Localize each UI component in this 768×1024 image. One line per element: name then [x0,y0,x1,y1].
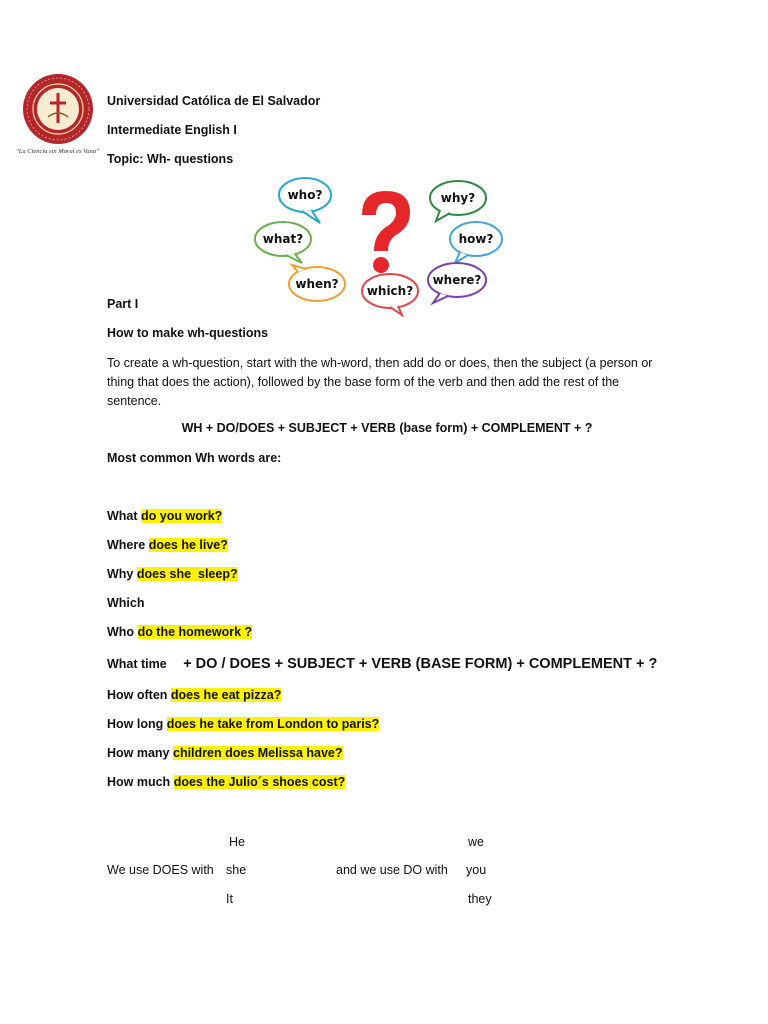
bubble-which [362,274,418,315]
wh-row-which [107,596,145,611]
wh-row-where [107,538,228,553]
wh-word: Who [107,625,135,639]
wh-word: How many [107,746,170,760]
wh-row-why [107,567,238,582]
bubble-where [428,263,486,303]
do-label: and we use DO with [336,863,448,877]
part-title: Part I [107,297,139,311]
bubble-label: what? [262,232,304,246]
wh-example: does he eat pizza? [170,688,282,702]
bubble-label: when? [295,277,339,291]
pronoun-they: they [468,892,492,906]
wh-row-what [107,509,222,524]
bubble-when [289,265,345,301]
bubble-label: who? [287,188,323,202]
wh-example: do the homework ? [137,625,253,639]
does-label: We use DOES with [107,863,214,877]
common-words-heading: Most common Wh words are: [107,451,282,465]
big-formula: + DO / DOES + SUBJECT + VERB (BASE FORM) + COMPLEMENT + ? [183,656,658,672]
pronoun-he: He [229,835,245,849]
wh-row-who [107,625,252,640]
wh-example: does she sleep? [136,567,238,581]
wh-example: does the Julio´s shoes cost? [173,775,346,789]
wh-example: children does Melissa have? [173,746,343,760]
pronoun-she: she [226,863,247,877]
part-subtitle: How to make wh-questions [107,326,269,340]
bubble-label: where? [432,273,482,287]
pronoun-we: we [468,835,484,849]
wh-row-how-much [107,775,345,790]
wh-example: does he live? [148,538,228,552]
pronoun-you: you [466,863,487,877]
university-seal-logo [22,73,94,145]
pronoun-it: It [226,892,233,906]
wh-word: How long [107,717,164,731]
university-name: Universidad Católica de El Salvador [107,94,321,108]
wh-word: How much [107,775,171,789]
wh-word: What [107,509,138,523]
bubble-label: which? [366,284,414,298]
wh-word: Which [107,596,145,610]
wh-example: does he take from London to paris? [166,717,380,731]
wh-word: How often [107,688,168,702]
bubble-how [450,222,502,263]
bubble-what [255,222,311,263]
wh-example: do you work? [141,509,223,523]
wh-word: What time [107,657,167,671]
wh-row-what-time [107,655,657,673]
wh-row-how-many [107,746,343,761]
bubble-label: why? [440,191,476,205]
wh-bubbles-illustration [250,175,510,317]
seal-motto: "La Ciencia sin Moral es Vana" [16,148,99,155]
course-name: Intermediate English I [107,123,237,137]
topic-title: Topic: Wh- questions [107,152,234,166]
question-mark-icon [362,191,410,273]
bubble-label: how? [458,232,494,246]
wh-row-how-often [107,688,281,703]
wh-word: Why [107,567,134,581]
formula-line: WH + DO/DOES + SUBJECT + VERB (base form) + COMPLEMENT + ? [181,421,593,435]
bubble-why [430,181,486,221]
wh-word: Where [107,538,146,552]
wh-row-how-long [107,717,379,732]
bubble-who [279,178,331,223]
explanation-paragraph: To create a wh-question, start with the wh-word, then add do or does, then the subject (a person or thing that does the action), followed by the base form of the verb and then add the rest of the sentence. [107,356,653,408]
